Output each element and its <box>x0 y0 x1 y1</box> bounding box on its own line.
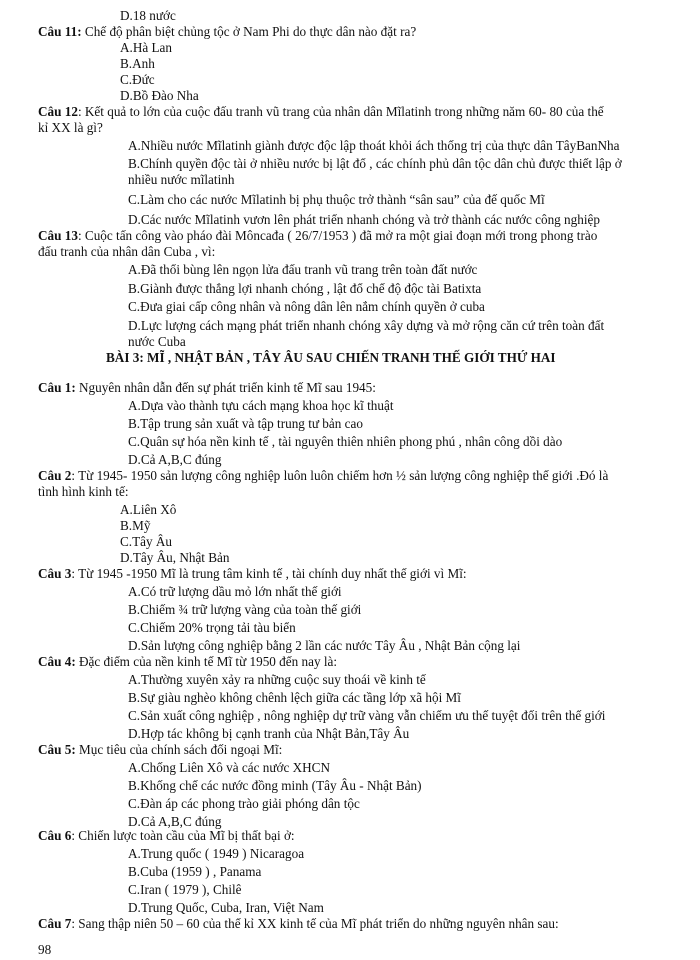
option-c: C.Đàn áp các phong trào giải phóng dân tộc <box>128 796 360 811</box>
question-text-continued: đấu tranh của nhân dân Cuba , vì: <box>38 244 216 259</box>
option-c: C.Làm cho các nước Mĩlatinh bị phụ thuộc trở thành “sân sau” của đế quốc Mĩ <box>128 192 545 207</box>
option-b: B.Anh <box>120 56 155 71</box>
option-d: D.Cả A,B,C đúng <box>128 452 222 467</box>
question-label: Câu 6 <box>38 828 72 843</box>
option-b: B.Khống chế các nước đồng minh (Tây Âu - Nhật Bản) <box>128 778 422 793</box>
option-c: C.Chiếm 20% trọng tải tàu biển <box>128 620 296 635</box>
option-d: D.Tây Âu, Nhật Bản <box>120 550 230 565</box>
option-a: A.Chống Liên Xô và các nước XHCN <box>128 760 330 775</box>
option-d: D.18 nước <box>120 8 176 23</box>
option-d: D.Cả A,B,C đúng <box>128 814 222 829</box>
question-12 <box>38 104 604 120</box>
option-b: B.Chính quyền độc tài ở nhiều nước bị lật đổ , các chính phủ dân tộc dân chủ được thiết lập ở <box>128 156 622 171</box>
question-text: : Sang thập niên 50 – 60 của thế kỉ XX kinh tế của Mĩ phát triển do những nguyên nhân sau: <box>71 916 559 931</box>
option-a: A.Đã thổi bùng lên ngọn lửa đấu tranh vũ trang trên toàn đất nước <box>128 262 478 277</box>
question-text: : Cuộc tấn công vào pháo đài Môncađa ( 26/7/1953 ) đã mở ra một giai đoạn mới trong phong trào <box>77 228 598 243</box>
question-7 <box>38 916 559 932</box>
question-label: Câu 4: <box>38 654 76 669</box>
option-d: D.Trung Quốc, Cuba, Iran, Việt Nam <box>128 900 324 915</box>
option-a: A.Thường xuyên xảy ra những cuộc suy thoái về kinh tế <box>128 672 426 687</box>
option-b: B.Tập trung sản xuất và tập trung tư bản cao <box>128 416 363 431</box>
question-label: Câu 1: <box>38 380 76 395</box>
question-label: Câu 11: <box>38 24 82 39</box>
question-3 <box>38 566 467 582</box>
option-b: B.Chiếm ¾ trữ lượng vàng của toàn thế giới <box>128 602 362 617</box>
option-b: B.Mỹ <box>120 518 151 533</box>
option-d: D.Các nước Mĩlatinh vươn lên phát triển nhanh chóng và trở thành các nước công nghiệp <box>128 212 600 227</box>
question-label: Câu 5: <box>38 742 76 757</box>
question-text-continued: tình hình kinh tế: <box>38 484 129 499</box>
question-5 <box>38 742 282 758</box>
option-c: C.Sản xuất công nghiệp , nông nghiệp dự trữ vàng vẫn chiếm ưu thế tuyệt đối trên thế giới <box>128 708 606 723</box>
option-a: A.Có trữ lượng dầu mỏ lớn nhất thế giới <box>128 584 342 599</box>
option-d: D.Bồ Đào Nha <box>120 88 199 103</box>
question-label: Câu 3 <box>38 566 72 581</box>
question-text-continued: kỉ XX là gì? <box>38 120 103 135</box>
question-text: : Từ 1945- 1950 sản lượng công nghiệp luôn luôn chiếm hơn ½ sản lượng công nghiệp thế giới .Đó là <box>71 468 609 483</box>
page-number: 98 <box>38 942 52 957</box>
option-c: C.Quân sự hóa nền kinh tế , tài nguyên thiên nhiên phong phú , nhân công dồi dào <box>128 434 563 449</box>
option-d-continued: nước Cuba <box>128 334 186 349</box>
option-d: D.Hợp tác không bị cạnh tranh của Nhật Bản,Tây Âu <box>128 726 410 741</box>
question-text: Đặc điểm của nền kinh tế Mĩ từ 1950 đến nay là: <box>75 654 338 669</box>
option-a: A.Trung quốc ( 1949 ) Nicaragoa <box>128 846 305 861</box>
option-c: C.Tây Âu <box>120 534 173 549</box>
question-label: Câu 12 <box>38 104 78 119</box>
option-b: B.Sự giàu nghèo không chênh lệch giữa các tầng lớp xã hội Mĩ <box>128 690 461 705</box>
question-label: Câu 13 <box>38 228 78 243</box>
option-b: B.Cuba (1959 ) , Panama <box>128 864 262 879</box>
question-text: Mục tiêu của chính sách đối ngoại Mĩ: <box>75 742 283 757</box>
question-13 <box>38 228 597 244</box>
option-c: C.Iran ( 1979 ), Chilê <box>128 882 242 897</box>
option-a: A.Liên Xô <box>120 502 177 517</box>
lesson-heading: BÀI 3: MĨ , NHẬT BẢN , TÂY ÂU SAU CHIẾN TRANH THẾ GIỚI THỨ HAI <box>106 350 556 365</box>
question-text: Chế độ phân biệt chủng tộc ở Nam Phi do thực dân nào đặt ra? <box>81 24 417 39</box>
option-a: A.Nhiều nước Mĩlatinh giành được độc lập thoát khỏi ách thống trị của thực dân TâyBanNha <box>128 138 620 153</box>
option-c: C.Đức <box>120 72 155 87</box>
option-a: A.Dựa vào thành tựu cách mạng khoa học kĩ thuật <box>128 398 394 413</box>
option-b: B.Giành được thắng lợi nhanh chóng , lật đổ chế độ độc tài Batixta <box>128 281 482 296</box>
question-text: Nguyên nhân dẫn đến sự phát triển kinh tế Mĩ sau 1945: <box>75 380 376 395</box>
question-label: Câu 7 <box>38 916 72 931</box>
question-11 <box>38 24 416 40</box>
option-c: C.Đưa giai cấp công nhân và nông dân lên nắm chính quyền ở cuba <box>128 299 485 314</box>
question-label: Câu 2 <box>38 468 72 483</box>
question-4 <box>38 654 337 670</box>
question-text: : Chiến lược toàn cầu của Mĩ bị thất bại ở: <box>71 828 295 843</box>
question-text: : Kết quả to lớn của cuộc đấu tranh vũ trang của nhân dân Mĩlatinh trong những năm 60- 80 của thế <box>77 104 604 119</box>
question-6 <box>38 828 295 844</box>
option-b-continued: nhiều nước mĩlatinh <box>128 172 235 187</box>
option-d: D.Lực lượng cách mạng phát triển nhanh chóng xây dựng và mở rộng căn cứ trên toàn đất <box>128 318 605 333</box>
question-2 <box>38 468 608 484</box>
question-text: : Từ 1945 -1950 Mĩ là trung tâm kinh tế , tài chính duy nhất thế giới vì Mĩ: <box>71 566 467 581</box>
question-1 <box>38 380 376 396</box>
option-d: D.Sản lượng công nghiệp bằng 2 lần các nước Tây Âu , Nhật Bản cộng lại <box>128 638 521 653</box>
option-a: A.Hà Lan <box>120 40 172 55</box>
